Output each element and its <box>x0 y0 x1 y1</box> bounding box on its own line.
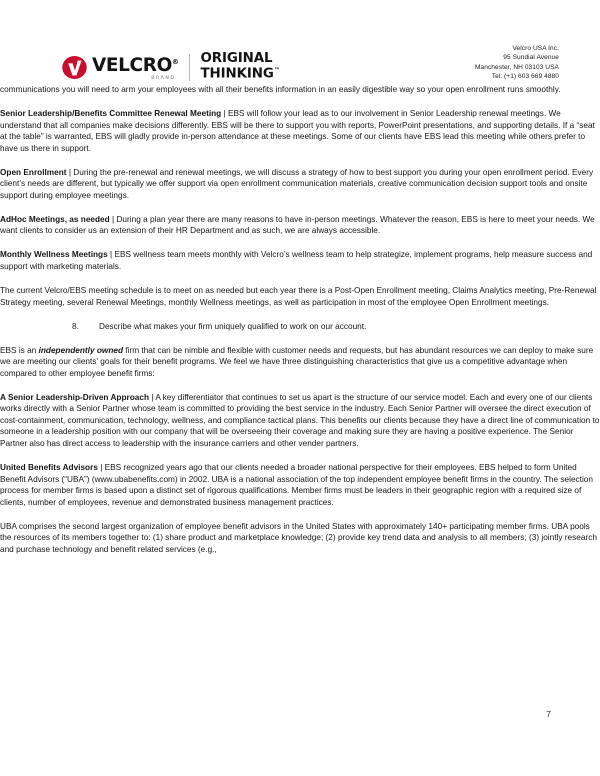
separator: | <box>149 392 156 402</box>
trademark-mark: ™ <box>273 67 280 75</box>
separator: | <box>109 214 117 224</box>
answer-intro-emphasis: independently owned <box>38 345 124 355</box>
logo-divider <box>189 54 190 81</box>
page-number: 7 <box>546 709 551 719</box>
velcro-name: VELCRO® <box>92 55 179 77</box>
company-address <box>475 44 559 82</box>
original-thinking-line-2: THINKING™ <box>200 66 280 82</box>
lead-adhoc-meetings: AdHoc Meetings, as needed <box>0 214 110 224</box>
answer-intro-before: EBS is an <box>0 345 39 355</box>
paragraph-united-benefits-advisors <box>0 462 600 508</box>
document-body <box>0 84 600 568</box>
question-text: Describe what makes your firm uniquely qualified to work on our account. <box>99 321 367 331</box>
text-open-enrollment: During the pre-renewal and renewal meetings, we will discuss a strategy of how to best support you during your open enrollment period. Every client’s needs are different, but typically we offer support via open enrollment communication materials, creative communication decision support tools and onsite support during employee meetings. <box>0 167 594 200</box>
paragraph-open-enrollment <box>0 167 600 202</box>
text-senior-leadership-driven-approach: A key differentiator that continues to set us apart is the structure of our service model. Each and every one of our clients works directly with a Senior Partner whose team is committed to providing the best service in the industry. Each Senior Partner will oversee the direct execution of cost-containment, communication, technology, wellness, and compliance tactical plans. This benefits our clients because they have a direct line of communication to someone in a leadership position with our company that will be overseeing their coverage and making sure they are having a positive experience. The Senior Partner also has direct access to leadership with the insurance carriers and other vender partners. <box>0 392 600 449</box>
paragraph-monthly-wellness-meetings <box>0 249 600 272</box>
registered-mark: ® <box>171 57 179 66</box>
paragraph-answer-intro <box>0 345 600 380</box>
numbered-question-8 <box>72 321 517 333</box>
velcro-check-oval-icon <box>62 55 87 80</box>
lead-senior-leadership-meeting: Senior Leadership/Benefits Committee Renewal Meeting <box>0 109 222 119</box>
paragraph-adhoc-meetings <box>0 214 600 237</box>
velcro-wordmark <box>92 54 179 80</box>
lead-open-enrollment: Open Enrollment <box>0 167 67 177</box>
lead-monthly-wellness-meetings: Monthly Wellness Meetings <box>0 250 108 260</box>
text-united-benefits-advisors: EBS recognized years ago that our clients needed a broader national perspective for their employees. EBS helped to form United Benefit Advisors (“UBA”) (www.ubabenefits.com) in 2002. UBA is a national association of the top independent employee benefit firms in the country. The selection process for member firms is based upon a distinct set of rigorous qualifications. Member firms must be leaders in their geographic region with a required size of clients, number of employees, revenue and demonstrated business management practices. <box>0 463 593 507</box>
text-monthly-wellness-meetings: EBS wellness team meets monthly with Velcro’s wellness team to help strategize, implement programs, help measure success and support with marketing materials. <box>0 250 593 272</box>
separator: | <box>221 109 228 119</box>
separator: | <box>66 167 74 177</box>
text-senior-leadership-meeting: EBS will follow your lead as to our involvement in Senior Leadership renewal meetings. We understand that all companies make decisions differently. EBS will be there to support you with reports, PowerPoint presentations, and supporting details. If a “seat at the table” is warranted, EBS will gladly provide in-person attendance at these meetings. Some of our clients have EBS lead this meeting while others prefer to have us there in support. <box>0 109 595 153</box>
address-line-street: 95 Sundial Avenue <box>503 54 559 62</box>
original-thinking-line-1: ORIGINAL <box>200 50 273 66</box>
paragraph-senior-leadership-driven-approach <box>0 392 600 450</box>
paragraph-senior-leadership-meeting <box>0 108 600 154</box>
paragraph-continued: communications you will need to arm your employees with all their benefits information in an easily digestible way so your open enrollment runs smoothly. <box>0 85 561 94</box>
address-line-phone: Tel: (+1) 603 669 4880 <box>491 73 559 81</box>
original-thinking-wordmark <box>200 50 280 82</box>
address-line-company: Velcro USA Inc. <box>512 45 559 52</box>
question-number: 8. <box>72 321 79 331</box>
lead-senior-leadership-driven-approach: A Senior Leadership-Driven Approach <box>0 392 150 402</box>
separator: | <box>107 250 115 260</box>
paragraph-meeting-schedule: The current Velcro/EBS meeting schedule is to meet on as needed but each year there is a Post-Open Enrollment meeting, Claims Analytics meeting, Pre-Renewal Strategy meeting, several Renewal Meetings, monthly Wellness meetings, as well as participation in most of the employee Open Enrollment meetings. <box>0 286 597 307</box>
answer-intro-after: firm that can be nimble and flexible with customer needs and requests, but has abundant resources we can deploy to make sure we are meeting our clients’ goals for their benefit programs. We feel we have three distinguishing characteristics that give us a competitive advantage when compared to other employee benefit firms: <box>0 345 594 378</box>
company-logo <box>62 50 280 84</box>
paragraph-uba-overview: UBA comprises the second largest organization of employee benefit advisors in the United States with approximately 140+ participating member firms. UBA pools the resources of its members together to: (1) share product and marketplace knowledge; (2) provide key trend data and analysis to all members; (3) jointly research and purchase technology and benefit related services (e.g., <box>0 521 597 554</box>
text-adhoc-meetings: During a plan year there are many reasons to have in-person meetings. Whatever the reason, EBS is here to meet your needs. We want clients to consider us an extension of their HR Department and as such, we are always accessible. <box>0 214 595 236</box>
lead-united-benefits-advisors: United Benefits Advisors <box>0 463 98 473</box>
velcro-brand-subtext: BRAND <box>151 76 176 82</box>
address-line-city: Manchester, NH 03103 USA <box>474 63 559 71</box>
separator: | <box>97 463 105 473</box>
